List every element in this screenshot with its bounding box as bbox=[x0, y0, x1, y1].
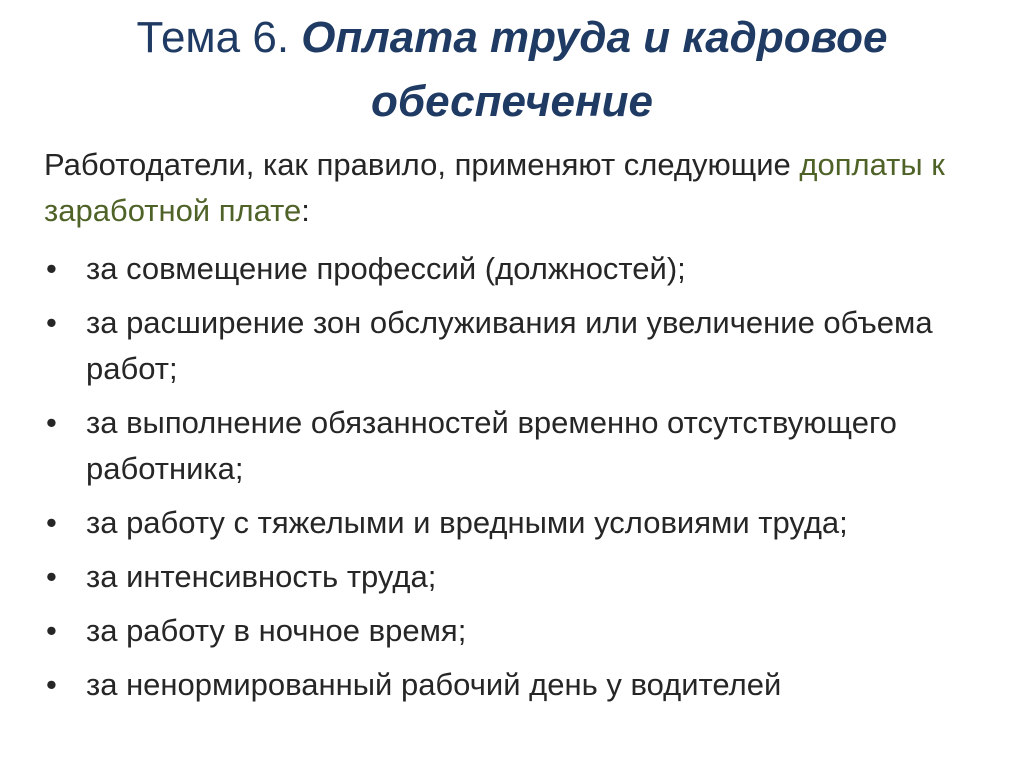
list-item bbox=[44, 300, 984, 392]
intro-highlight: доплаты к заработной плате bbox=[44, 147, 945, 228]
title-prefix: Тема 6. bbox=[136, 13, 302, 62]
list-item bbox=[44, 246, 984, 292]
list-item-text: за расширение зон обслуживания или увеличение объема работ; bbox=[86, 305, 933, 386]
bullet-icon: • bbox=[46, 305, 57, 340]
list-item-text: за интенсивность труда; bbox=[86, 559, 437, 594]
bullet-icon: • bbox=[46, 251, 57, 286]
list-item-text: за работу в ночное время; bbox=[86, 613, 467, 648]
bullet-icon: • bbox=[46, 667, 57, 702]
bullet-list bbox=[44, 246, 984, 716]
list-item-text: за работу с тяжелыми и вредными условиями труда; bbox=[86, 505, 848, 540]
list-item bbox=[44, 554, 984, 600]
list-item bbox=[44, 500, 984, 546]
list-item-text: за совмещение профессий (должностей); bbox=[86, 251, 686, 286]
intro-colon: : bbox=[301, 193, 310, 228]
list-item bbox=[44, 662, 984, 708]
list-item-text: за выполнение обязанностей временно отсутствующего работника; bbox=[86, 405, 897, 486]
intro-paragraph bbox=[44, 142, 984, 234]
list-item bbox=[44, 608, 984, 654]
intro-text: Работодатели, как правило, применяют следующие bbox=[44, 147, 800, 182]
bullet-icon: • bbox=[46, 559, 57, 594]
list-item bbox=[44, 400, 984, 492]
bullet-icon: • bbox=[46, 405, 57, 440]
list-item-text: за ненормированный рабочий день у водителей bbox=[86, 667, 782, 702]
bullet-icon: • bbox=[46, 505, 57, 540]
bullet-icon: • bbox=[46, 613, 57, 648]
title-emphasis: Оплата труда и кадровое обеспечение bbox=[301, 13, 888, 126]
slide-title bbox=[0, 6, 1024, 134]
